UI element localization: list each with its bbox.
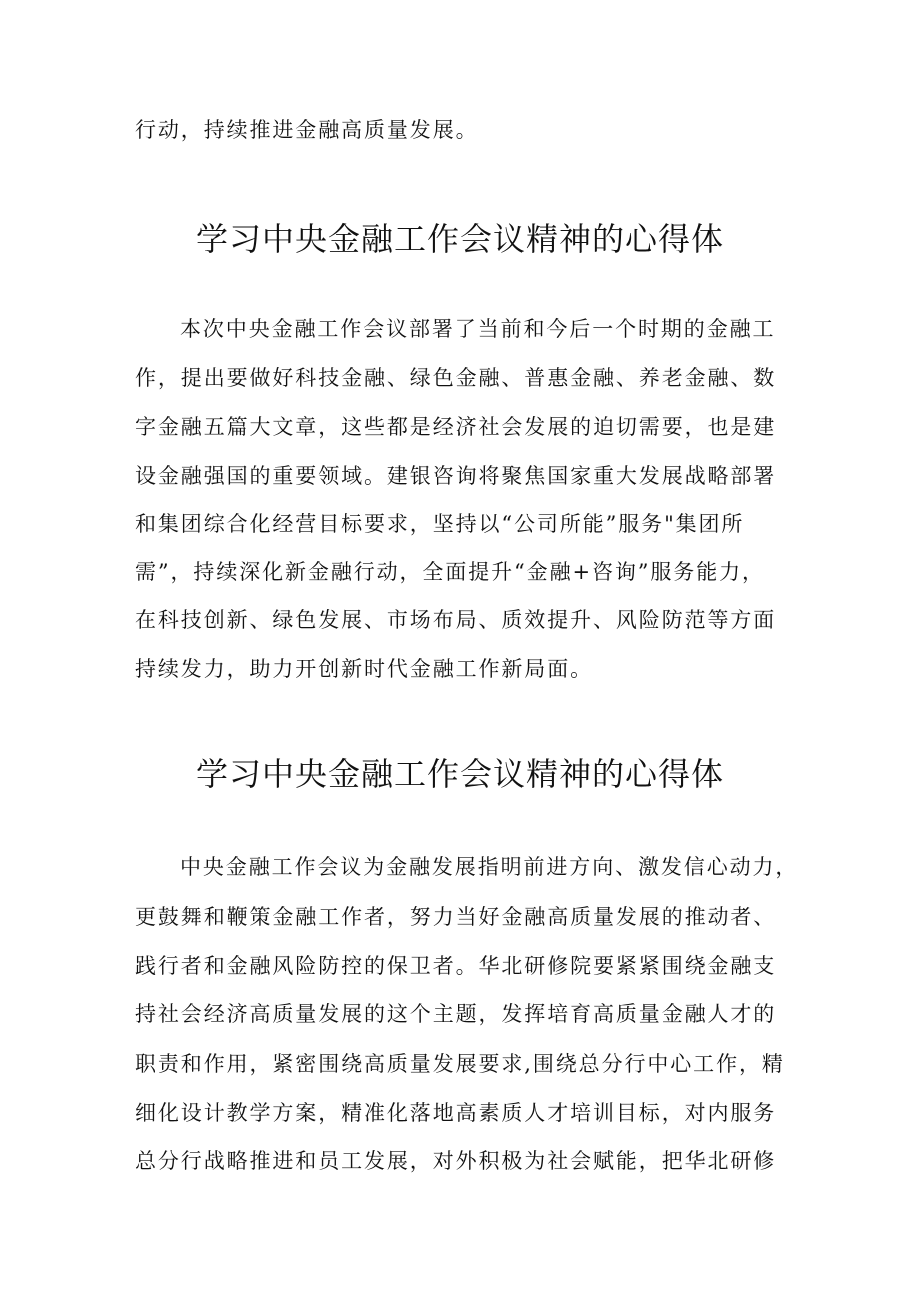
paragraph-line: 中央金融工作会议为金融发展指明前进方向、激发信心动力， — [180, 855, 799, 879]
paragraph-line: 在科技创新、绿色发展、市场布局、质效提升、风险防范等方面 — [135, 608, 777, 632]
paragraph-line: 职责和作用，紧密围绕高质量发展要求,围绕总分行中心工作，精 — [135, 1052, 785, 1076]
intro-paragraph-line: 行动，持续推进金融高质量发展。 — [135, 118, 479, 142]
paragraph-line: 字金融五篇大文章，这些都是经济社会发展的迫切需要，也是建 — [135, 415, 777, 439]
paragraph-line: 总分行战略推进和员工发展，对外积极为社会赋能，把华北研修 — [135, 1149, 777, 1173]
paragraph-line: 更鼓舞和鞭策金融工作者，努力当好金融高质量发展的推动者、 — [135, 905, 777, 929]
paragraph-line: 细化设计教学方案，精准化落地高素质人才培训目标，对内服务 — [135, 1101, 777, 1125]
paragraph-line: 需”，持续深化新金融行动，全面提升“金融+咨询”服务能力， — [135, 560, 765, 584]
paragraph-line: 和集团综合化经营目标要求，坚持以“公司所能”服务"集团所 — [135, 512, 745, 536]
section-1-heading: 学习中央金融工作会议精神的心得体 — [195, 220, 724, 258]
paragraph-line: 持社会经济高质量发展的这个主题，发挥培育高质量金融人才的 — [135, 1002, 777, 1026]
paragraph-line: 践行者和金融风险防控的保卫者。华北研修院要紧紧围绕金融支 — [135, 954, 777, 978]
paragraph-line: 本次中央金融工作会议部署了当前和今后一个时期的金融工 — [180, 317, 776, 341]
section-2-heading: 学习中央金融工作会议精神的心得体 — [195, 755, 724, 793]
paragraph-line: 作，提出要做好科技金融、绿色金融、普惠金融、养老金融、数 — [135, 366, 777, 390]
paragraph-line: 持续发力，助力开创新时代金融工作新局面。 — [135, 657, 593, 681]
paragraph-line: 设金融强国的重要领域。建银咨询将聚焦国家重大发展战略部署 — [135, 464, 777, 488]
